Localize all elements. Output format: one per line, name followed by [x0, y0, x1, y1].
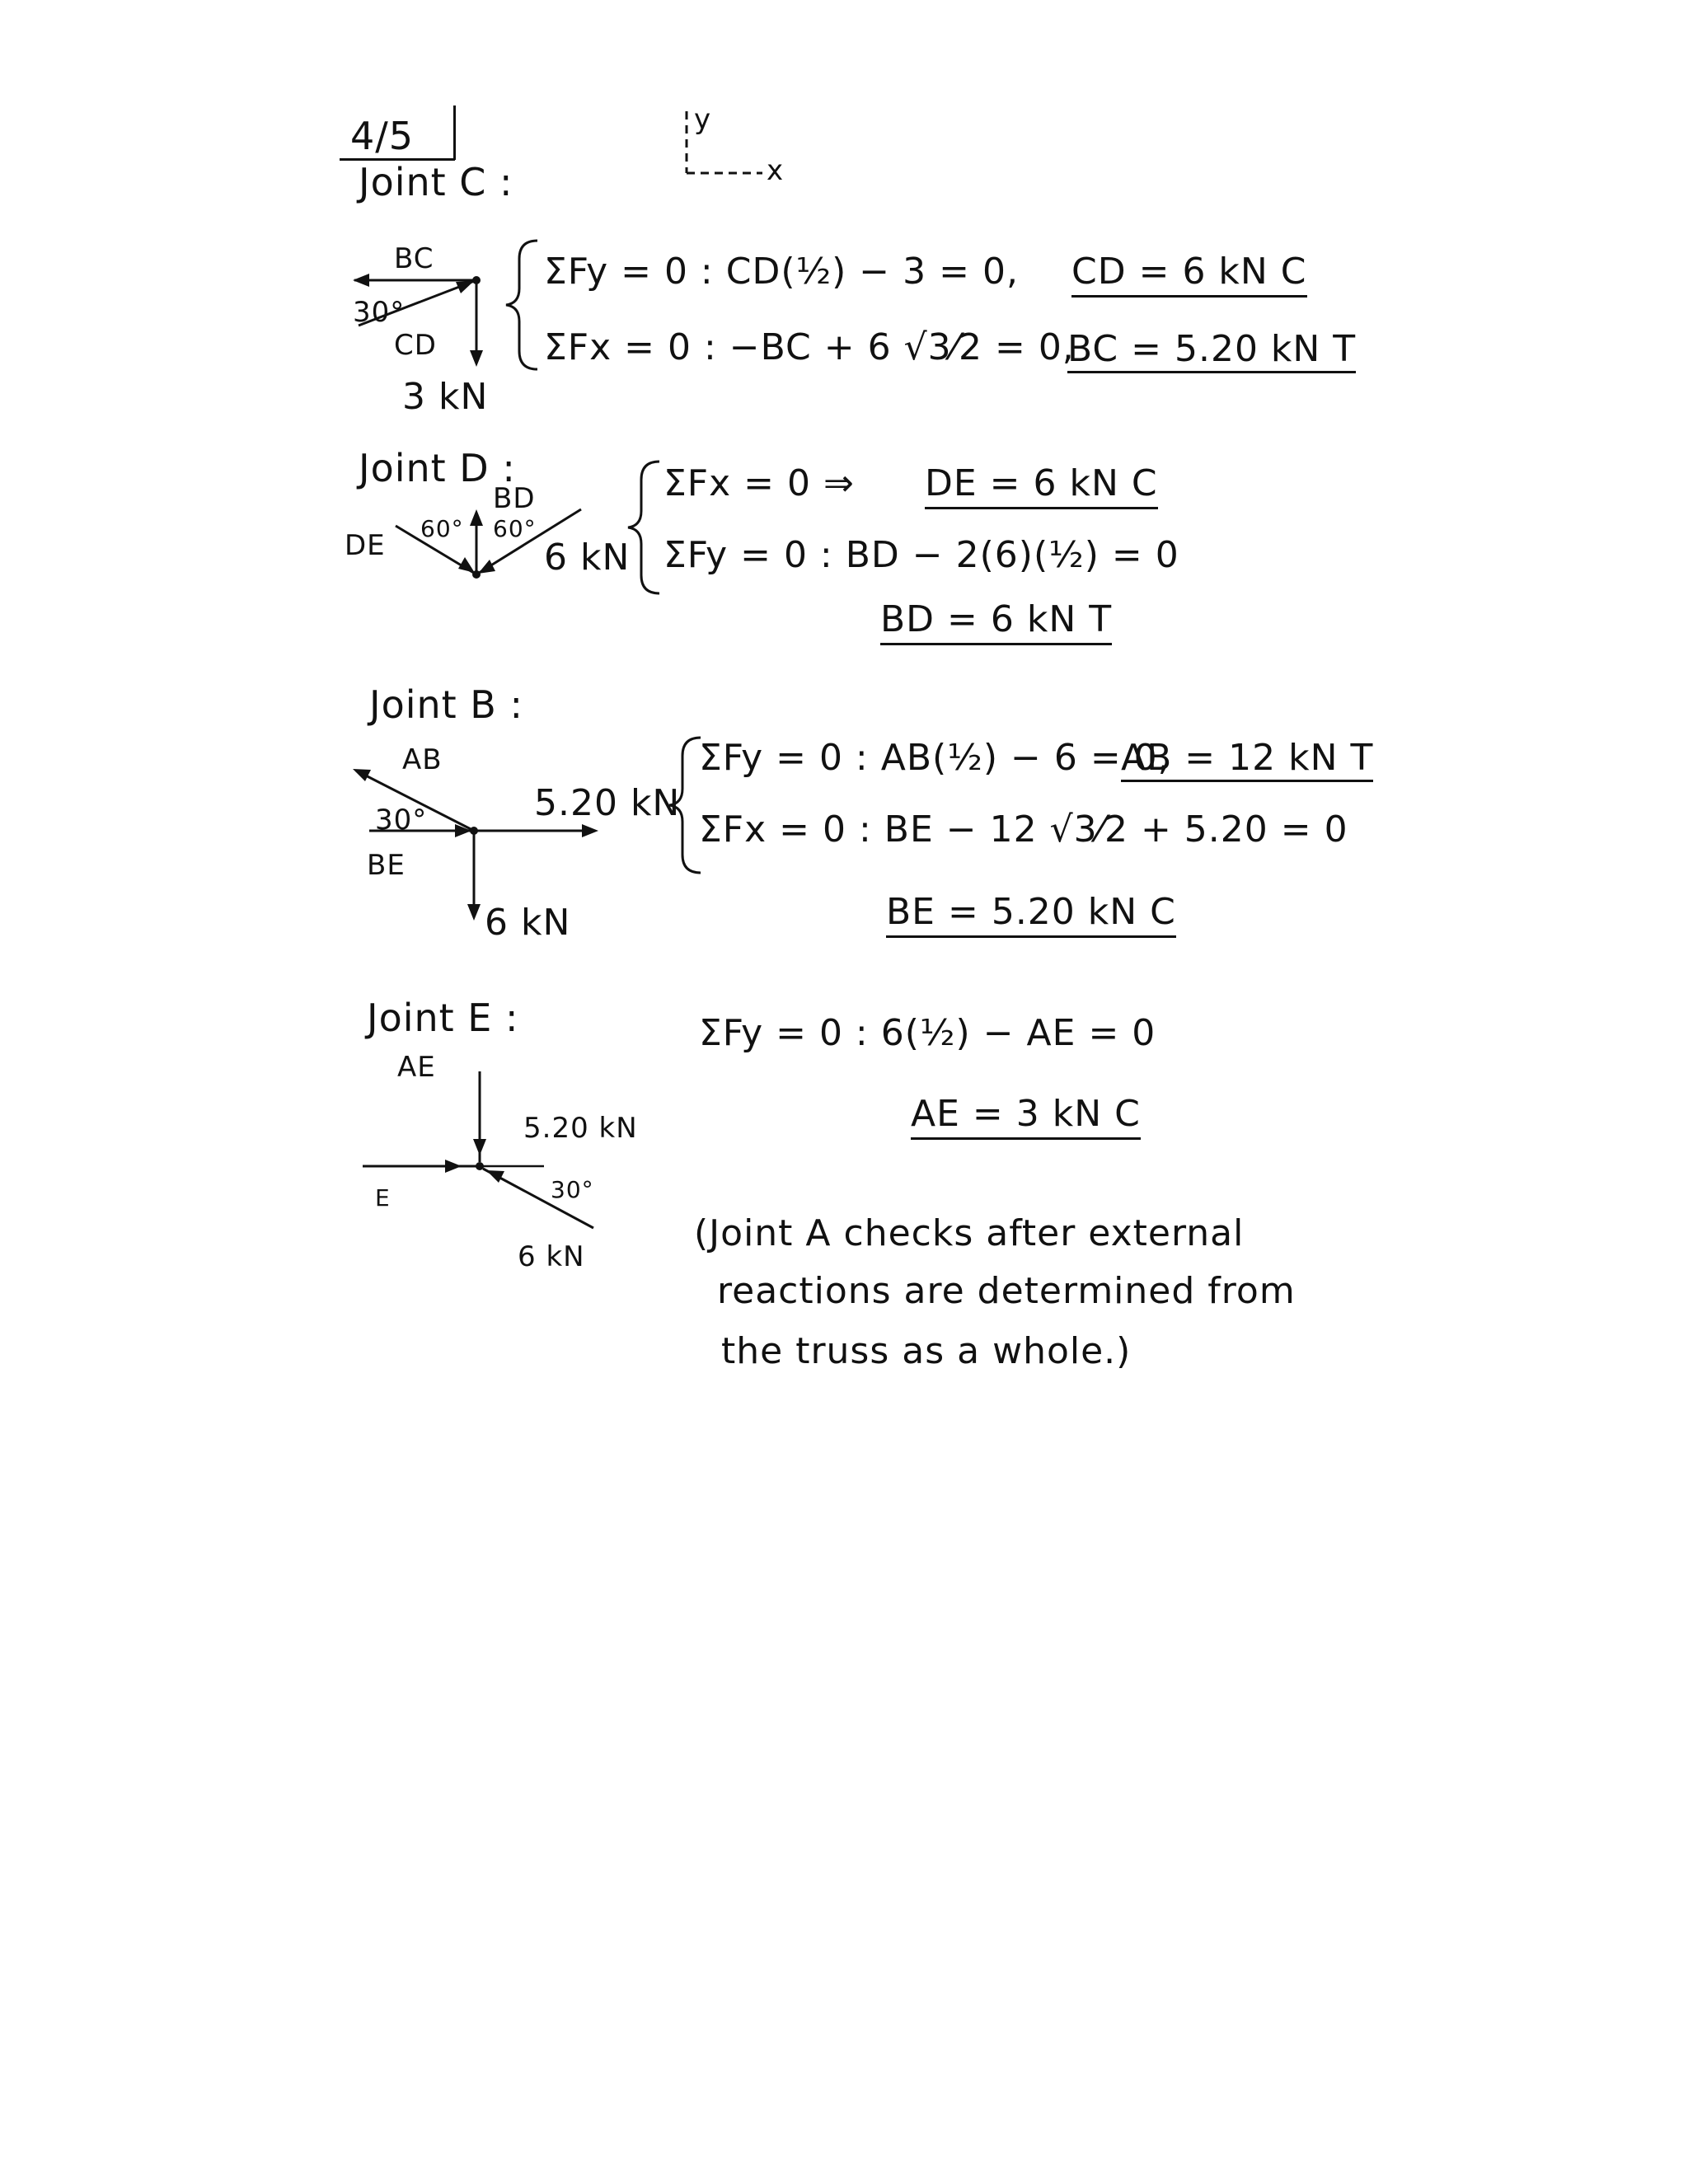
- joint-e-label-force: 5.20 kN: [523, 1112, 638, 1145]
- axis-y-label: y: [694, 103, 712, 136]
- joint-b-heading: Joint B :: [369, 682, 523, 727]
- joint-d-label-bd: BD: [493, 482, 536, 515]
- joint-d-eq-fx: ΣFx = 0 ⇒: [663, 462, 855, 504]
- problem-number: 4/5: [350, 114, 415, 158]
- joint-d-label-de: DE: [345, 529, 386, 562]
- joint-c-result-bc: BC = 5.20 kN T: [1067, 331, 1356, 373]
- joint-b-label-ab: AB: [402, 743, 443, 776]
- joint-c-label-bc: BC: [394, 242, 434, 275]
- joint-c-label-angle: 30°: [353, 296, 406, 329]
- joint-e-label-ae: AE: [397, 1051, 436, 1084]
- joint-b-label-be: BE: [367, 849, 406, 882]
- joint-e-result-ae: AE = 3 kN C: [911, 1096, 1141, 1140]
- joint-d-label-load: 6 kN: [544, 537, 631, 579]
- joint-d-result-de: DE = 6 kN C: [925, 466, 1158, 509]
- joint-b-result-be: BE = 5.20 kN C: [886, 894, 1176, 938]
- joint-b-eq-fx: ΣFx = 0 : BE − 12 √3⁄2 + 5.20 = 0: [699, 808, 1348, 851]
- note-line-2: reactions are determined from: [717, 1270, 1296, 1312]
- joint-d-eq-fy: ΣFy = 0 : BD − 2(6)(½) = 0: [663, 534, 1179, 576]
- joint-c-eq-fx: ΣFx = 0 : −BC + 6 √3⁄2 = 0,: [544, 326, 1075, 368]
- joint-e-label-angle: 30°: [551, 1176, 594, 1203]
- joint-e-label-load: 6 kN: [518, 1240, 585, 1273]
- joint-b-label-angle: 30°: [375, 804, 428, 837]
- joint-b-label-load: 6 kN: [485, 902, 571, 944]
- joint-c-label-cd: CD: [394, 329, 437, 362]
- joint-d-label-angle-right: 60°: [493, 515, 537, 542]
- axis-x-label: x: [767, 154, 785, 187]
- joint-d-result-bd: BD = 6 kN T: [880, 602, 1112, 645]
- joint-e-eq-fy: ΣFy = 0 : 6(½) − AE = 0: [699, 1012, 1156, 1054]
- joint-e-heading: Joint E :: [367, 996, 519, 1040]
- joint-b-eq-fy: ΣFy = 0 : AB(½) − 6 = 0,: [699, 737, 1170, 779]
- joint-b-result-ab: AB = 12 kN T: [1121, 740, 1373, 782]
- joint-d-heading: Joint D :: [359, 446, 516, 490]
- joint-c-result-cd: CD = 6 kN C: [1071, 254, 1307, 298]
- joint-d-label-angle-left: 60°: [420, 515, 464, 542]
- joint-c-eq-fy: ΣFy = 0 : CD(½) − 3 = 0,: [544, 251, 1019, 293]
- joint-e-label-e: E: [375, 1184, 391, 1212]
- joint-c-label-load: 3 kN: [402, 376, 489, 418]
- note-line-1: (Joint A checks after external: [694, 1212, 1245, 1254]
- joint-b-label-force-right: 5.20 kN: [534, 782, 681, 824]
- joint-c-heading: Joint C :: [359, 160, 513, 204]
- note-line-3: the truss as a whole.): [721, 1330, 1132, 1372]
